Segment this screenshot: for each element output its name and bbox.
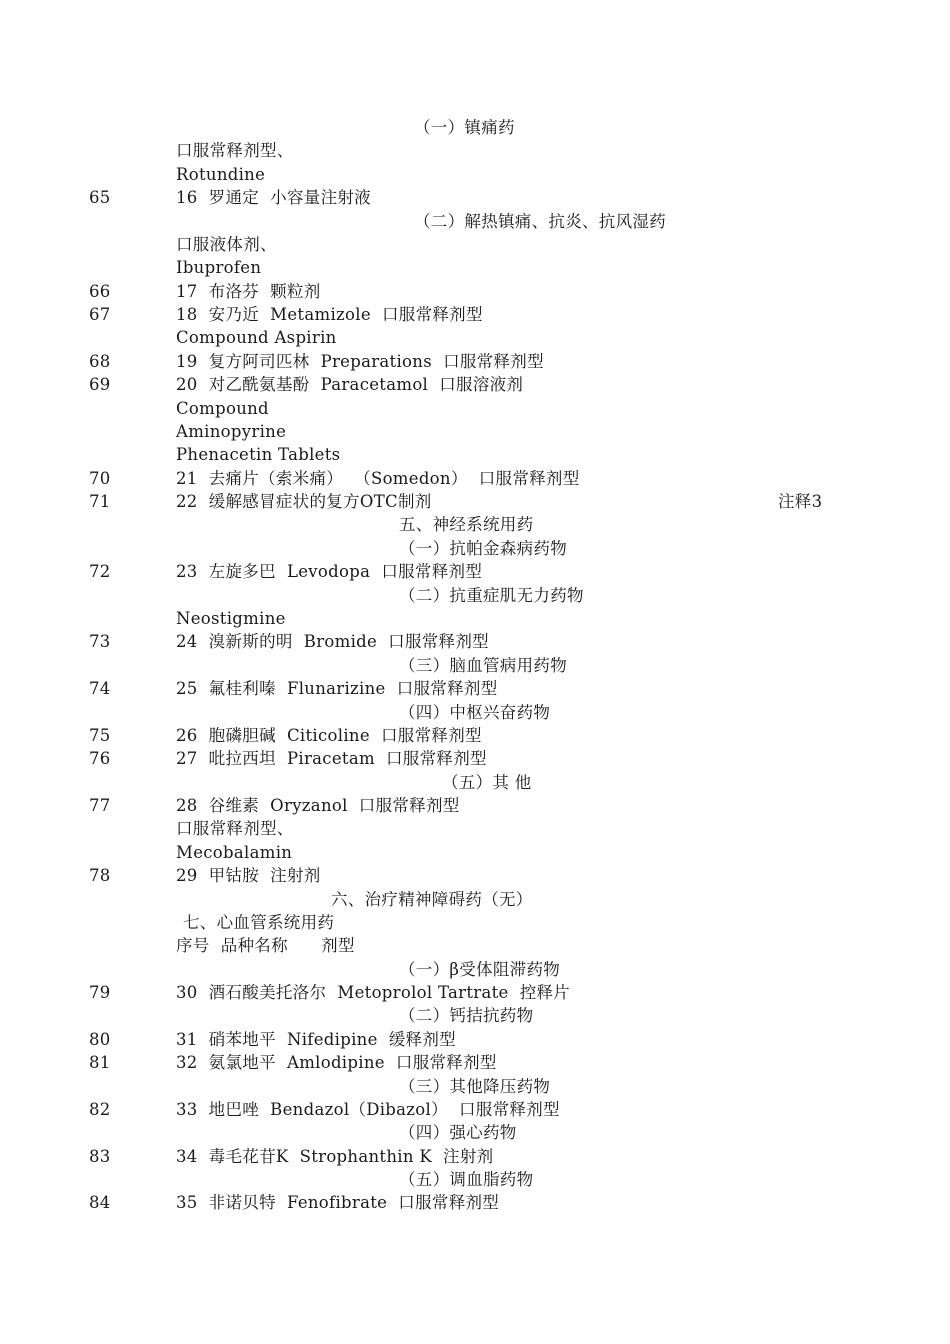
row-content: 16 罗通定 小容量注射液 <box>176 188 371 207</box>
row-content: 30 酒石酸美托洛尔 Metoprolol Tartrate 控释片 <box>176 983 571 1002</box>
row-content: 序号 品种名称 剂型 <box>176 936 355 955</box>
section-heading: 五、神经系统用药 <box>399 515 534 534</box>
row-content: 24 溴新斯的明 Bromide 口服常释剂型 <box>176 632 489 651</box>
row-content: 35 非诺贝特 Fenofibrate 口服常释剂型 <box>176 1193 500 1212</box>
section-heading: 七、心血管系统用药 <box>183 913 335 932</box>
section-heading: （五）其 他 <box>442 773 532 792</box>
row-content: 29 甲钴胺 注射剂 <box>176 866 321 885</box>
row-content: Compound <box>176 399 269 418</box>
row-content: Compound Aspirin <box>176 328 337 347</box>
row-number: 77 <box>89 796 111 815</box>
row-content: 20 对乙酰氨基酚 Paracetamol 口服溶液剂 <box>176 375 524 394</box>
row-number: 83 <box>89 1147 111 1166</box>
section-heading: （四）中枢兴奋药物 <box>399 703 551 722</box>
row-number: 79 <box>89 983 111 1002</box>
row-content: 25 氟桂利嗪 Flunarizine 口服常释剂型 <box>176 679 498 698</box>
section-heading: （一）β受体阻滞药物 <box>399 960 561 979</box>
row-content: 28 谷维素 Oryzanol 口服常释剂型 <box>176 796 460 815</box>
section-heading: （五）调血脂药物 <box>399 1170 534 1189</box>
row-content: Mecobalamin <box>176 843 293 862</box>
section-heading: （三）其他降压药物 <box>399 1077 551 1096</box>
row-number: 66 <box>89 282 111 301</box>
row-content: Aminopyrine <box>176 422 287 441</box>
row-content: 19 复方阿司匹林 Preparations 口服常释剂型 <box>176 352 544 371</box>
row-content: 22 缓解感冒症状的复方OTC制剂 <box>176 492 432 511</box>
row-number: 70 <box>89 469 111 488</box>
section-heading: （四）强心药物 <box>399 1123 517 1142</box>
section-heading: （二）抗重症肌无力药物 <box>399 586 584 605</box>
row-note: 注释3 <box>778 492 823 511</box>
row-number: 78 <box>89 866 111 885</box>
row-content: Ibuprofen <box>176 258 262 277</box>
row-content: 21 去痛片（索米痛） （Somedon） 口服常释剂型 <box>176 469 580 488</box>
section-heading: （一）镇痛药 <box>414 118 515 137</box>
row-number: 65 <box>89 188 111 207</box>
row-number: 72 <box>89 562 111 581</box>
section-heading: （二）解热镇痛、抗炎、抗风湿药 <box>414 212 666 231</box>
row-content: Phenacetin Tablets <box>176 445 341 464</box>
section-heading: 六、治疗精神障碍药（无） <box>331 890 533 909</box>
row-content: Neostigmine <box>176 609 286 628</box>
section-heading: （三）脑血管病用药物 <box>399 656 567 675</box>
row-content: 口服液体剂、 <box>176 235 277 254</box>
section-heading: （一）抗帕金森病药物 <box>399 539 567 558</box>
row-number: 73 <box>89 632 111 651</box>
row-content: 34 毒毛花苷K Strophanthin K 注射剂 <box>176 1147 494 1166</box>
row-content: 口服常释剂型、 <box>176 819 294 838</box>
row-content: 32 氨氯地平 Amlodipine 口服常释剂型 <box>176 1053 497 1072</box>
row-number: 75 <box>89 726 111 745</box>
row-content: 23 左旋多巴 Levodopa 口服常释剂型 <box>176 562 483 581</box>
row-number: 80 <box>89 1030 111 1049</box>
row-number: 69 <box>89 375 111 394</box>
row-number: 74 <box>89 679 111 698</box>
row-number: 71 <box>89 492 111 511</box>
row-number: 81 <box>89 1053 111 1072</box>
row-content: 31 硝苯地平 Nifedipine 缓释剂型 <box>176 1030 456 1049</box>
row-content: 18 安乃近 Metamizole 口服常释剂型 <box>176 305 483 324</box>
section-heading: （二）钙拮抗药物 <box>399 1006 534 1025</box>
row-number: 84 <box>89 1193 111 1212</box>
row-number: 82 <box>89 1100 111 1119</box>
row-content: 17 布洛芬 颗粒剂 <box>176 282 321 301</box>
row-number: 67 <box>89 305 111 324</box>
row-number: 76 <box>89 749 111 768</box>
row-number: 68 <box>89 352 111 371</box>
row-content: 26 胞磷胆碱 Citicoline 口服常释剂型 <box>176 726 482 745</box>
row-content: Rotundine <box>176 165 266 184</box>
row-content: 33 地巴唑 Bendazol（Dibazol） 口服常释剂型 <box>176 1100 560 1119</box>
row-content: 口服常释剂型、 <box>176 141 294 160</box>
row-content: 27 吡拉西坦 Piracetam 口服常释剂型 <box>176 749 487 768</box>
